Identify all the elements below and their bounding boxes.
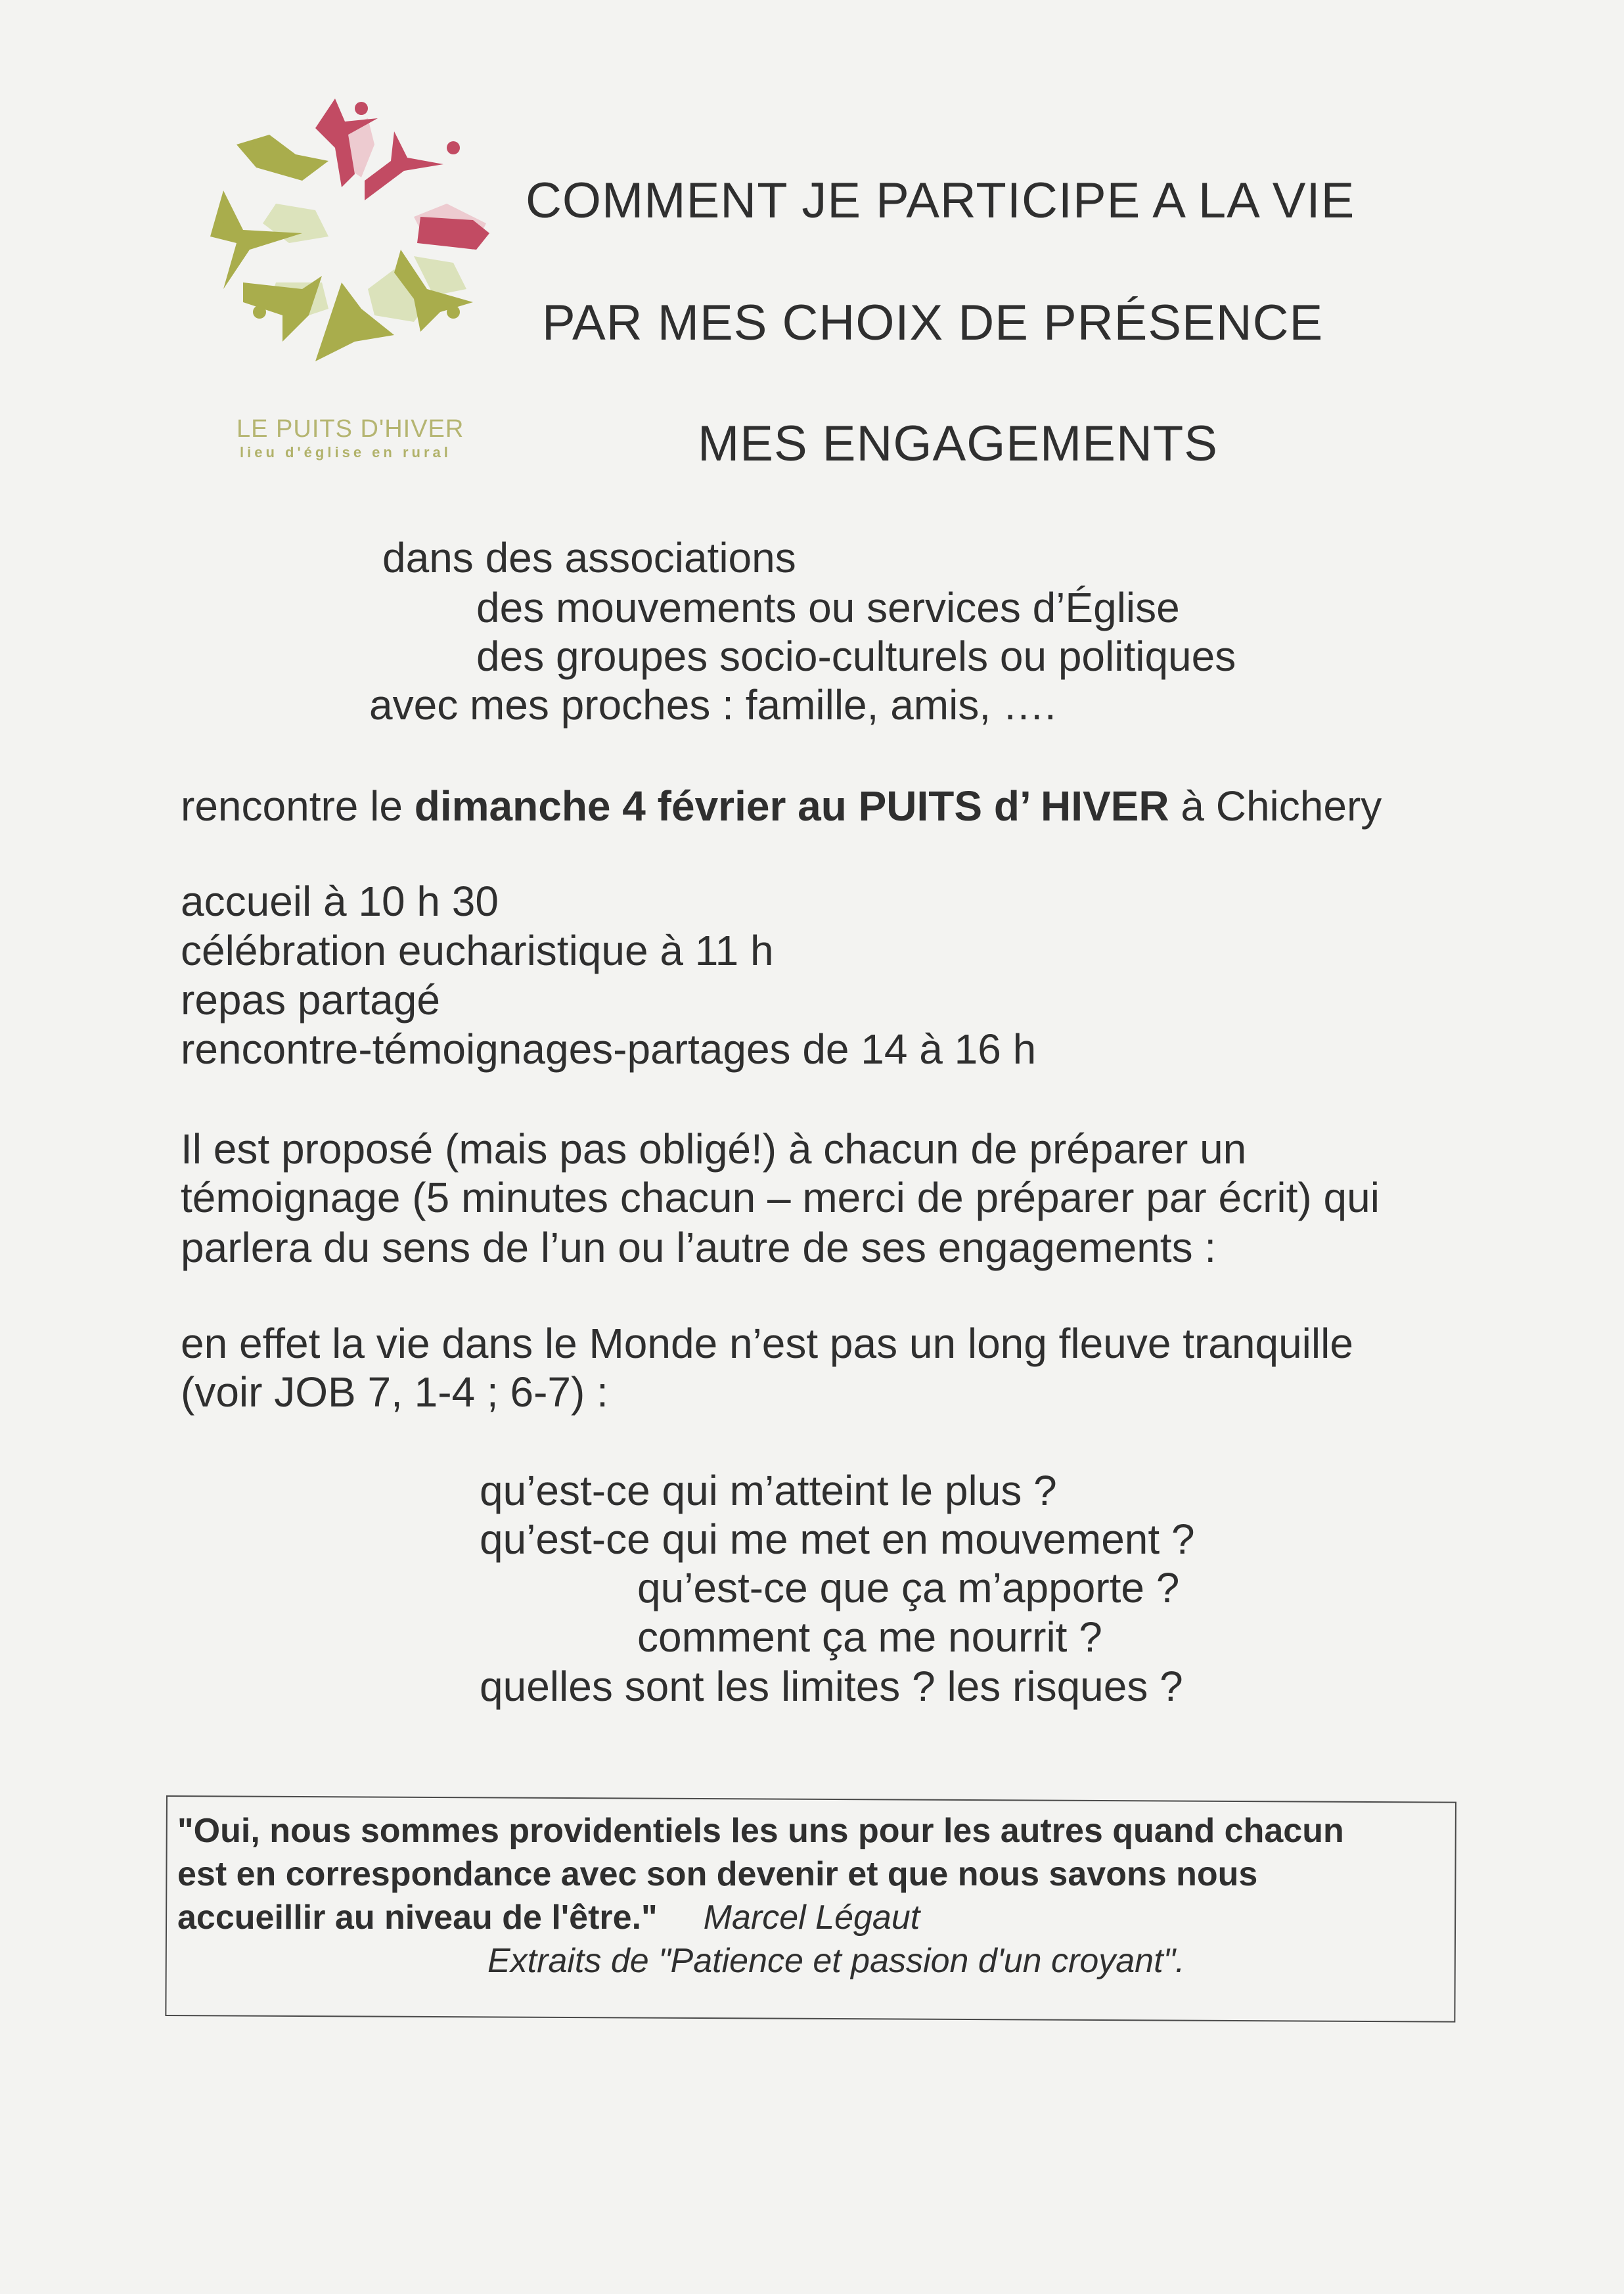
question: comment ça me nourrit ? (637, 1613, 1102, 1661)
dancing-figures-icon (197, 85, 506, 401)
context-line: dans des associations (382, 534, 796, 581)
question: qu’est-ce que ça m’apporte ? (637, 1564, 1180, 1611)
meeting-date-place: dimanche 4 février au PUITS d’ HIVER (414, 782, 1169, 830)
title-line-3: MES ENGAGEMENTS (698, 416, 1218, 472)
question: quelles sont les limites ? les risques ? (480, 1663, 1183, 1710)
context-line: des mouvements ou services d’Église (476, 584, 1180, 631)
quote-line: "Oui, nous sommes providentiels les uns pour les autres quand chacun (177, 1812, 1344, 1850)
meeting-suffix: à Chichery (1169, 782, 1382, 830)
proposal-line: parlera du sens de l’un ou l’autre de ses engagements : (181, 1224, 1217, 1271)
question: qu’est-ce qui m’atteint le plus ? (480, 1467, 1057, 1514)
quote-end: accueillir au niveau de l'être." (177, 1899, 658, 1937)
question: qu’est-ce qui me met en mouvement ? (480, 1516, 1195, 1563)
logo (197, 85, 506, 401)
proposal-line: Il est proposé (mais pas obligé!) à chacun de préparer un (181, 1125, 1247, 1173)
schedule-item: repas partagé (181, 976, 440, 1023)
quote-line: est en correspondance avec son devenir et que nous savons nous (177, 1855, 1258, 1893)
reflection-line: (voir JOB 7, 1-4 ; 6-7) : (181, 1368, 608, 1416)
meeting-prefix: rencontre le (181, 782, 415, 830)
schedule-item: rencontre-témoignages-partages de 14 à 16 h (181, 1025, 1037, 1073)
quote-source: Extraits de "Patience et passion d'un croyant". (487, 1942, 1185, 1980)
schedule-item: accueil à 10 h 30 (181, 878, 499, 925)
context-line: des groupes socio-culturels ou politiques (476, 633, 1236, 680)
title-line-2: PAR MES CHOIX DE PRÉSENCE (542, 295, 1324, 351)
schedule-item: célébration eucharistique à 11 h (181, 927, 774, 974)
meeting-line (181, 782, 1382, 830)
quote-author: Marcel Légaut (703, 1899, 920, 1937)
logo-name: LE PUITS D'HIVER (237, 415, 464, 443)
quote-line-3 (177, 1898, 920, 1937)
proposal-line: témoignage (5 minutes chacun – merci de préparer par écrit) qui (181, 1174, 1380, 1221)
logo-subtitle: lieu d'église en rural (240, 444, 451, 461)
title-line-1: COMMENT JE PARTICIPE A LA VIE (526, 173, 1355, 229)
context-line: avec mes proches : famille, amis, …. (369, 681, 1056, 729)
reflection-line: en effet la vie dans le Monde n’est pas un long fleuve tranquille (181, 1320, 1353, 1367)
